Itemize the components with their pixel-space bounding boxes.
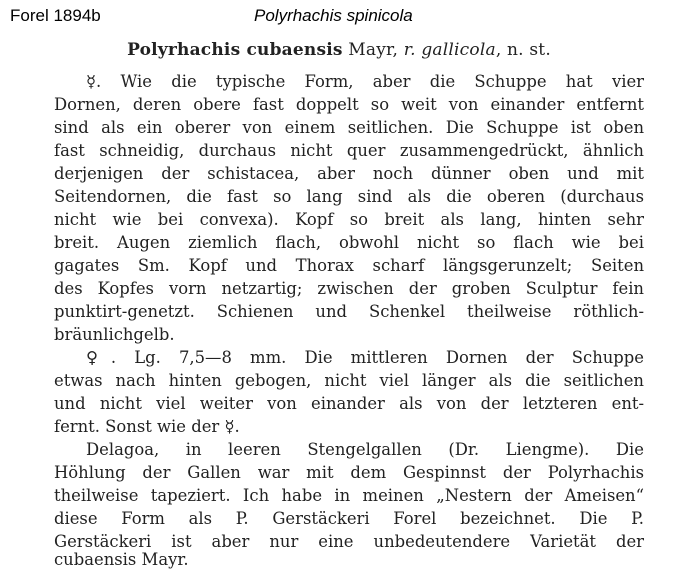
text-line: Seitendornen, die fast so lang sind als die oberen (durchaus: [54, 187, 644, 206]
text-line: punktirt-genetzt. Schienen und Schenkel theilweise röthlich-: [54, 302, 644, 321]
taxon-status: , n. st.: [495, 40, 551, 60]
text-line: sind als ein oberer von einem seitlichen. Die Schuppe ist oben: [54, 118, 644, 137]
text-line: ☿. Wie die typische Form, aber die Schuppe hat vier: [86, 72, 644, 91]
text-line: Delagoa, in leeren Stengelgallen (Dr. Liengme). Die: [86, 440, 644, 459]
citation-label: Forel 1894b: [10, 6, 101, 25]
taxon-author: Mayr,: [342, 40, 404, 60]
taxon-title: [0, 40, 678, 60]
taxon-name: Polyrhachis cubaensis: [127, 40, 343, 60]
text-line: bräunlichgelb.: [54, 325, 175, 344]
text-line: breit. Augen ziemlich flach, obwohl nicht so flach wie bei: [54, 233, 644, 252]
text-line: nicht wie bei convexa). Kopf so breit als lang, hinten sehr: [54, 210, 644, 229]
text-line: fernt. Sonst wie der ☿.: [54, 417, 240, 436]
text-line: und nicht viel weiter von einander als von der letzteren ent-: [54, 394, 644, 413]
text-line: Gerstäckeri ist aber nur eine unbedeutendere Varietät der: [54, 532, 644, 551]
text-line: cubaensis Mayr.: [54, 550, 189, 569]
species-label: Polyrhachis spinicola: [254, 6, 413, 25]
text-line: fast schneidig, durchaus nicht quer zusammengedrückt, ähnlich: [54, 141, 644, 160]
text-line: diese Form als P. Gerstäckeri Forel bezeichnet. Die P.: [54, 509, 644, 528]
text-line: theilweise tapeziert. Ich habe in meinen „Nestern der Ameisen“: [54, 486, 644, 505]
taxon-rank: r. gallicola: [403, 40, 496, 60]
text-line: derjenigen der schistacea, aber noch dünner oben und mit: [54, 164, 644, 183]
text-line: des Kopfes vorn netzartig; zwischen der groben Sculptur fein: [54, 279, 644, 298]
text-line: Dornen, deren obere fast doppelt so weit von einander entfernt: [54, 95, 644, 114]
text-line: Höhlung der Gallen war mit dem Gespinnst der Polyrhachis: [54, 463, 644, 482]
text-line: ♀. Lg. 7,5—8 mm. Die mittleren Dornen der Schuppe: [86, 348, 644, 367]
text-line: etwas nach hinten gebogen, nicht viel länger als die seitlichen: [54, 371, 644, 390]
text-line: gagates Sm. Kopf und Thorax scharf längsgerunzelt; Seiten: [54, 256, 644, 275]
